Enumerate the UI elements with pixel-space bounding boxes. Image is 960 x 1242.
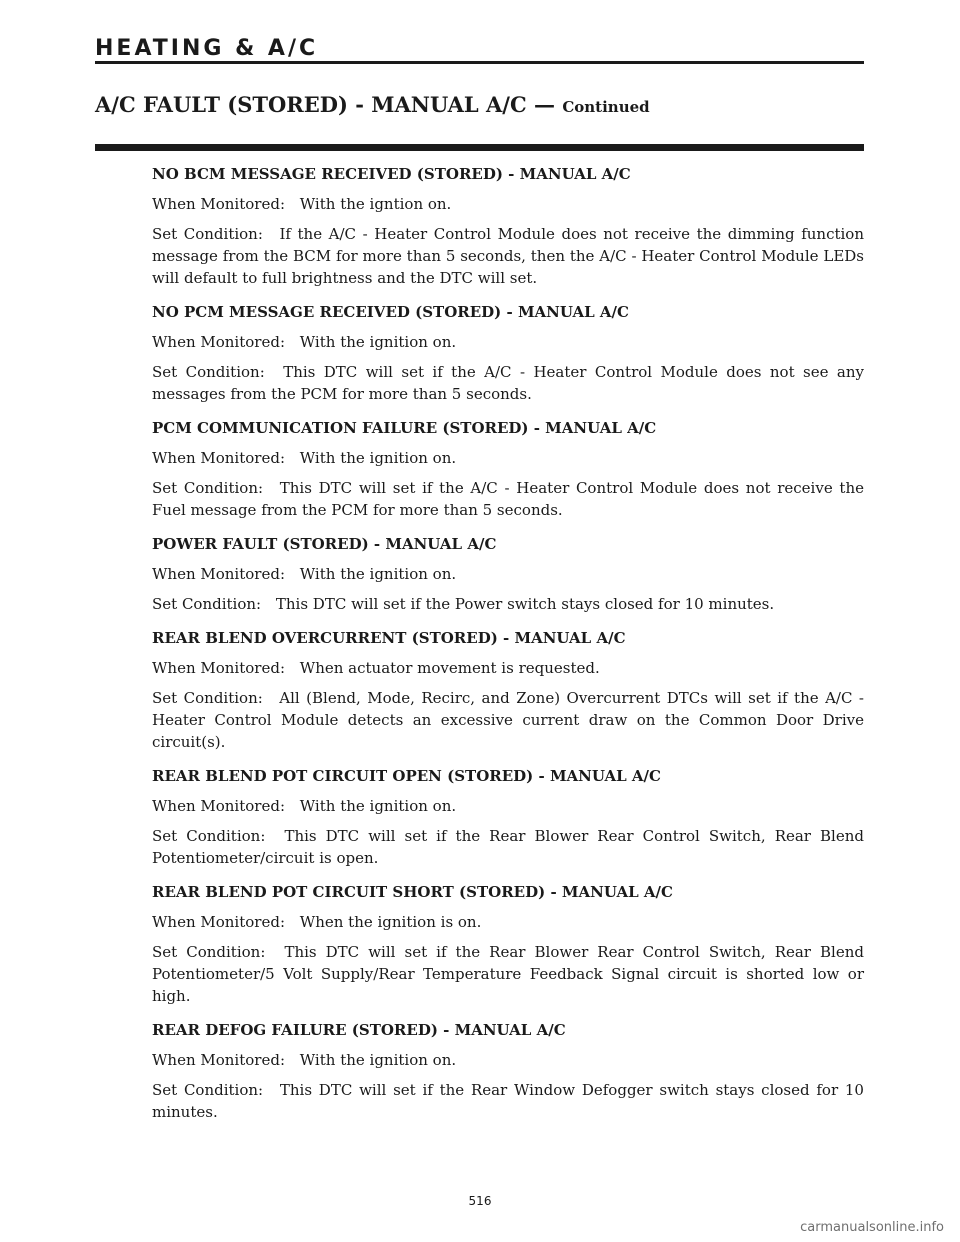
when-monitored [152,1049,864,1071]
set-condition-label: Set Condition: [152,827,266,845]
dtc-entry [152,765,864,869]
section-header: HEATING & A/C [95,36,319,61]
set-condition [152,361,864,405]
set-condition-label: Set Condition: [152,943,266,961]
page-title [95,92,650,117]
set-condition-value: This DTC will set if the A/C - Heater Control Module does not see any messages from the PCM for more than 5 seconds. [152,363,864,403]
dtc-entry [152,417,864,521]
set-condition-value: All (Blend, Mode, Recirc, and Zone) Overcurrent DTCs will set if the A/C - Heater Control Module detects an excessive current draw on the Common Door Drive circuit(s). [152,689,864,751]
when-monitored [152,331,864,353]
set-condition [152,825,864,869]
when-monitored-value: With the ignition on. [299,333,457,351]
dtc-entry [152,533,864,615]
when-monitored-label: When Monitored: [152,797,285,815]
set-condition-value: This DTC will set if the Rear Blower Rear Control Switch, Rear Blend Potentiometer/5 Volt Supply/Rear Temperature Feedback Signal circuit is shorted low or high. [152,943,864,1005]
set-condition-value: This DTC will set if the A/C - Heater Control Module does not receive the Fuel message from the PCM for more than 5 seconds. [152,479,864,519]
when-monitored-value: With the ignition on. [299,1051,457,1069]
when-monitored-label: When Monitored: [152,913,285,931]
dtc-entry [152,1019,864,1123]
dtc-entry [152,881,864,1007]
set-condition-value: This DTC will set if the Power switch stays closed for 10 minutes. [275,595,775,613]
set-condition-label: Set Condition: [152,1081,264,1099]
set-condition [152,1079,864,1123]
watermark: carmanualsonline.info [800,1220,944,1235]
when-monitored [152,563,864,585]
dtc-heading: NO BCM MESSAGE RECEIVED (STORED) - MANUAL A/C [152,165,631,183]
when-monitored-label: When Monitored: [152,449,285,467]
set-condition-label: Set Condition: [152,595,262,613]
dtc-entry [152,301,864,405]
set-condition-label: Set Condition: [152,363,265,381]
dtc-entry [152,627,864,753]
header-divider [95,61,864,64]
when-monitored-value: With the ignition on. [299,565,457,583]
when-monitored-label: When Monitored: [152,195,285,213]
dtc-list [152,163,864,1135]
when-monitored-value: When actuator movement is requested. [299,659,600,677]
set-condition [152,223,864,289]
when-monitored-value: With the igntion on. [299,195,452,213]
set-condition-value: This DTC will set if the Rear Window Defogger switch stays closed for 10 minutes. [152,1081,864,1121]
set-condition [152,941,864,1007]
set-condition [152,477,864,521]
set-condition-value: If the A/C - Heater Control Module does not receive the dimming function message from the BCM for more than 5 seconds, then the A/C - Heater Control Module LEDs will default to full brightness and the DTC will set. [152,225,864,287]
set-condition-label: Set Condition: [152,689,263,707]
dtc-heading: REAR BLEND OVERCURRENT (STORED) - MANUAL A/C [152,629,626,647]
when-monitored [152,657,864,679]
when-monitored-label: When Monitored: [152,333,285,351]
page-number: 516 [468,1194,492,1208]
set-condition-label: Set Condition: [152,479,264,497]
when-monitored [152,447,864,469]
dtc-heading: POWER FAULT (STORED) - MANUAL A/C [152,535,497,553]
dtc-heading: NO PCM MESSAGE RECEIVED (STORED) - MANUAL A/C [152,303,629,321]
when-monitored [152,795,864,817]
when-monitored-value: When the ignition is on. [299,913,482,931]
set-condition-value: This DTC will set if the Rear Blower Rear Control Switch, Rear Blend Potentiometer/circuit is open. [152,827,864,867]
dtc-heading: REAR BLEND POT CIRCUIT SHORT (STORED) - MANUAL A/C [152,883,673,901]
when-monitored [152,193,864,215]
when-monitored [152,911,864,933]
when-monitored-label: When Monitored: [152,659,285,677]
when-monitored-label: When Monitored: [152,565,285,583]
dtc-heading: PCM COMMUNICATION FAILURE (STORED) - MANUAL A/C [152,419,657,437]
when-monitored-value: With the ignition on. [299,797,457,815]
when-monitored-value: With the ignition on. [299,449,457,467]
set-condition [152,687,864,753]
dtc-heading: REAR DEFOG FAILURE (STORED) - MANUAL A/C [152,1021,566,1039]
page-title-text: A/C FAULT (STORED) - MANUAL A/C — [95,92,555,117]
when-monitored-label: When Monitored: [152,1051,285,1069]
title-divider [95,144,864,151]
dtc-entry [152,163,864,289]
dtc-heading: REAR BLEND POT CIRCUIT OPEN (STORED) - MANUAL A/C [152,767,661,785]
set-condition [152,593,864,615]
set-condition-label: Set Condition: [152,225,263,243]
continued-label: Continued [562,98,650,116]
